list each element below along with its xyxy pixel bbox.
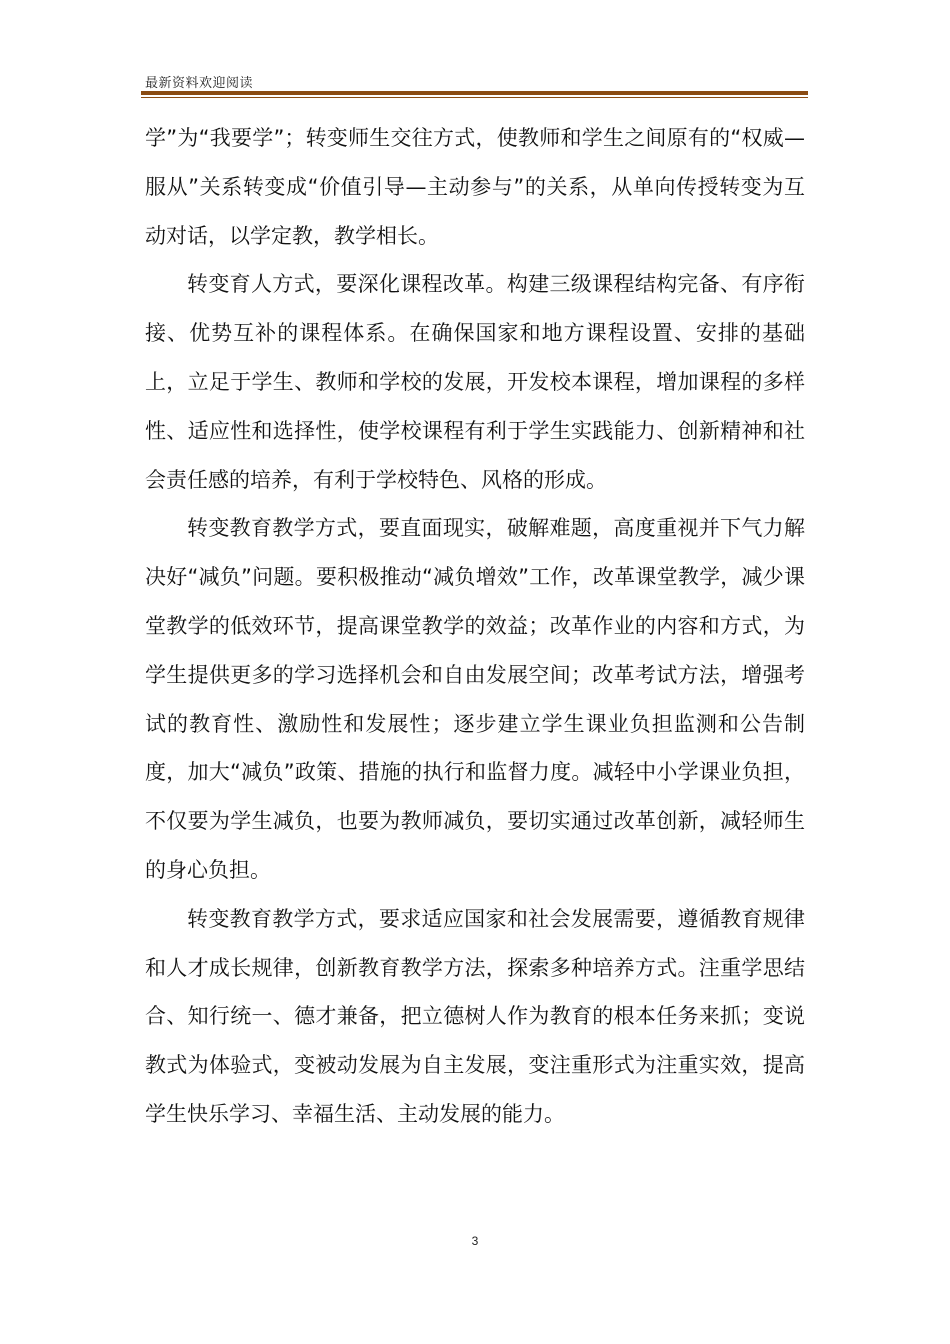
document-body (145, 114, 805, 1139)
header-rule (141, 91, 808, 95)
page-number: 3 (471, 1234, 479, 1248)
paragraph-1: 学”为“我要学”；转变师生交往方式，使教师和学生之间原有的“权威—服从”关系转变成“价值引导—主动参与”的关系，从单向传授转变为互动对话，以学定教，教学相长。 (145, 126, 805, 248)
header-rule-thin (141, 97, 808, 98)
paragraph-2: 转变育人方式，要深化课程改革。构建三级课程结构完备、有序衔接、优势互补的课程体系。在确保国家和地方课程设置、安排的基础上，立足于学生、教师和学校的发展，开发校本课程，增加课程的多样性、适应性和选择性，使学校课程有利于学生实践能力、创新精神和社会责任感的培养，有利于学校特色、风格的形成。 (145, 272, 805, 492)
paragraph-4: 转变教育教学方式，要求适应国家和社会发展需要，遵循教育规律和人才成长规律，创新教育教学方法，探索多种培养方式。注重学思结合、知行统一、德才兼备，把立德树人作为教育的根本任务来抓；变说教式为体验式，变被动发展为自主发展，变注重形式为注重实效，提高学生快乐学习、幸福生活、主动发展的能力。 (145, 906, 805, 1126)
page-header-text: 最新资料欢迎阅读 (145, 76, 254, 91)
paragraph-3: 转变教育教学方式，要直面现实，破解难题，高度重视并下气力解决好“减负”问题。要积极推动“减负增效”工作，改革课堂教学，减少课堂教学的低效环节，提高课堂教学的效益；改革作业的内容和方式，为学生提供更多的学习选择机会和自由发展空间；改革考试方法，增强考试的教育性、激励性和发展性；逐步建立学生课业负担监测和公告制度，加大“减负”政策、措施的执行和监督力度。减轻中小学课业负担，不仅要为学生减负，也要为教师减负，要切实通过改革创新，减轻师生的身心负担。 (145, 516, 805, 882)
